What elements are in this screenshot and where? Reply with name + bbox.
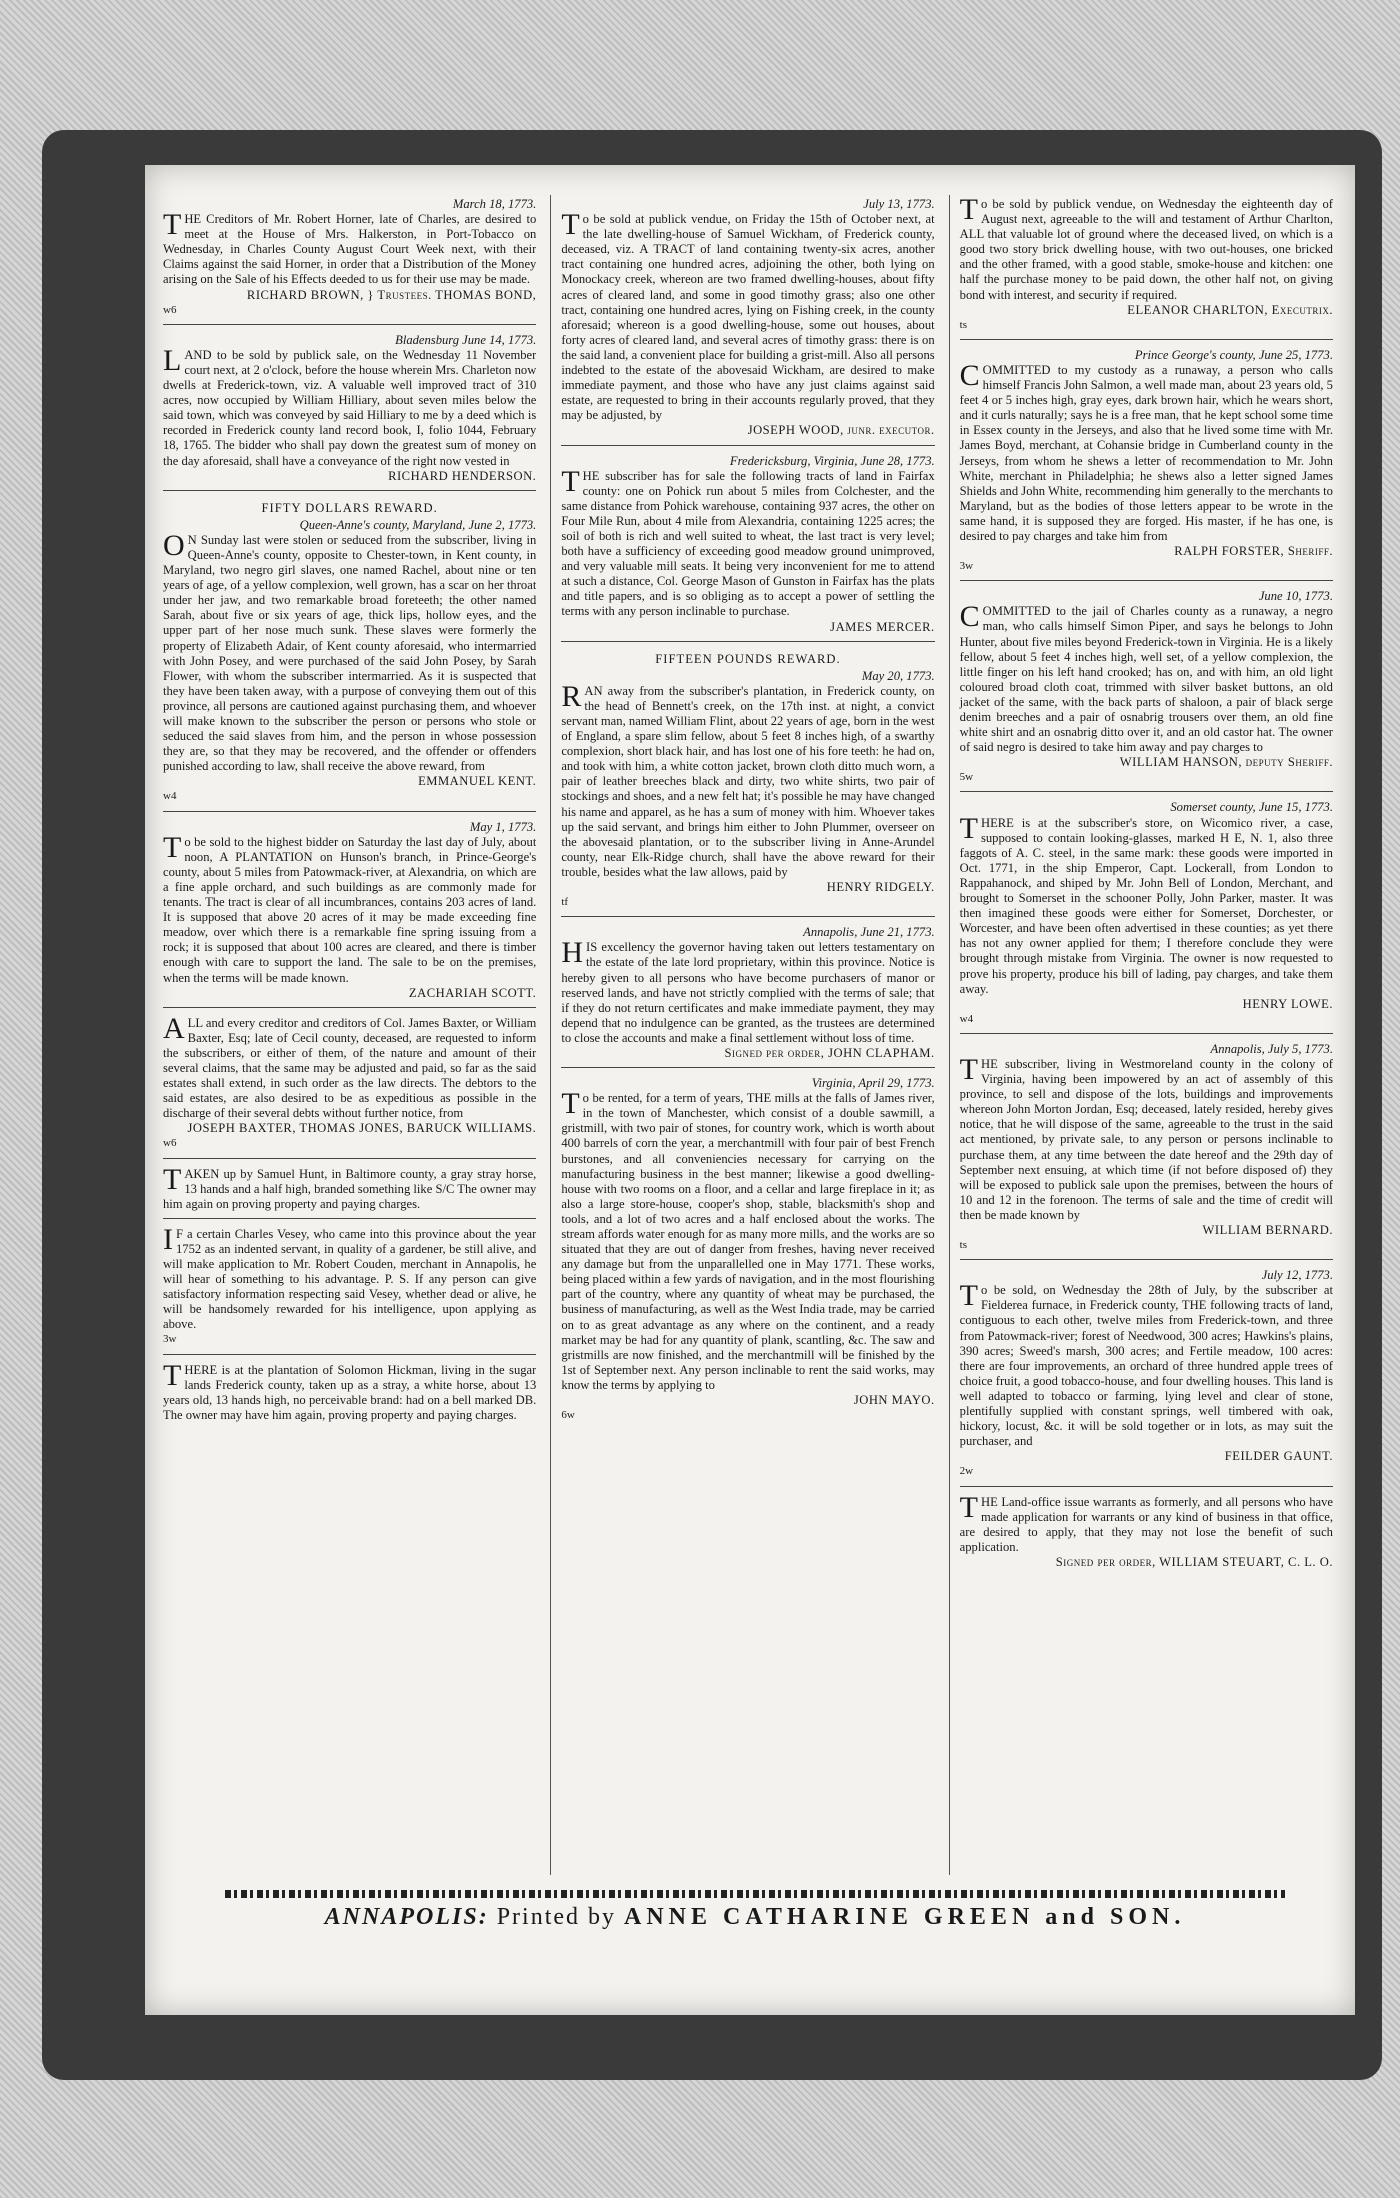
ad-signature: HENRY LOWE. [1242, 996, 1333, 1011]
advertisement [561, 648, 934, 918]
advertisement [960, 587, 1333, 792]
ad-heading: FIFTEEN POUNDS REWARD. [655, 651, 841, 666]
imprint-line [205, 1904, 1305, 1931]
ad-mark: ts [959, 318, 967, 331]
ad-signature: RALPH FORSTER, Sheriff. [1174, 544, 1333, 559]
ad-text: THE Land-office issue warrants as formerly, and all persons who have made application for warrants or any kind of business in that office, are desired to apply, that they may not lose the benefit of such application. [959, 1490, 1333, 1554]
ad-dateline: Bladensburg June 14, 1773. [395, 332, 537, 347]
ad-text: To be sold, on Wednesday the 28th of July, by the subscriber at Fielderea furnace, in Frederick county, THE following tracts of land, contiguous to each other, twelve miles from Frederick-town, and three from Patowmack-river; forest of Needwood, 300 acres; Hawkins's plains, 390 acres; Sweed's marsh, 300 acres; and Fertile meadow, 100 acres: there are four improvements, an orchard of three hundred apple trees of choice fruit, a good tobacco-house, and four dwelling houses. This land is well adapted to tobacco or farming, lying level and clear of stone, plentifully supplied with constant springs, well timbered with oak, hickory, locust, &c. it will be sold together or in lots, as may suit the purchaser, and [959, 1279, 1333, 1449]
ad-dateline: Somerset county, June 15, 1773. [1170, 800, 1333, 815]
ad-signature: JOHN MAYO. [853, 1393, 935, 1408]
ad-mark: 6w [561, 1409, 575, 1422]
ad-mark: 5w [959, 771, 974, 784]
advertisement [163, 331, 536, 491]
printer-name: ANNE CATHARINE GREEN and SON. [624, 1904, 1186, 1930]
ad-text: To be sold by publick vendue, on Wednesday the eighteenth day of August next, agreeable to the will and testament of Arthur Charlton, ALL that valuable lot of ground where the deceased lived, on which is a good two story brick dwelling house, with two out-houses, one bricked and the other framed, with a good stable, smoke-house and kitchen: one half the purchase money to be paid down, the other half not, on giving bond with interest, and security if required. [959, 195, 1333, 302]
ornamental-rule [225, 1890, 1285, 1898]
advertisement [959, 1490, 1333, 1576]
ad-dateline: Fredericksburg, Virginia, June 28, 1773. [729, 453, 935, 468]
ad-dateline: May 1, 1773. [469, 819, 537, 834]
ad-signature: WILLIAM BERNARD. [1202, 1223, 1333, 1237]
advertisement [960, 1266, 1333, 1486]
ad-dateline: Annapolis, July 5, 1773. [1210, 1041, 1333, 1056]
advertisement [163, 497, 536, 812]
ad-text: THE Creditors of Mr. Robert Horner, late of Charles, are desired to meet at the House of Mrs. Halkerston, in Port-Tobacco on Wednesday, in Charles County August Court Week next, with their Claims against the said Horner, in order that a Distribution of the Money arising on the Sale of his Effects deeded to us for their use may be made. [163, 208, 537, 287]
ad-signature: RICHARD HENDERSON. [388, 468, 537, 483]
ad-dateline: Annapolis, June 21, 1773. [803, 925, 935, 940]
newspaper-page [145, 165, 1355, 2015]
ad-dateline: March 18, 1773. [452, 197, 537, 211]
advertisement [561, 195, 934, 446]
imprint-text: Printed by [496, 1904, 617, 1930]
ad-signature: WILLIAM HANSON, deputy Sheriff. [1119, 755, 1333, 770]
ad-dateline: Prince George's county, June 25, 1773. [1134, 347, 1333, 362]
ad-dateline: July 13, 1773. [863, 197, 935, 211]
ad-text: To be rented, for a term of years, THE mills at the falls of James river, in the town of Manchester, which consist of a double sawmill, a gristmill, with two pair of stones, for country work, which is worth about 400 barrels of corn the year, a merchantmill with four pair of best French burstones, and all conveniencies necessary for carrying on the manufacturing business in the best manner; likewise a good dwelling-house with two rooms on a floor, and a cellar and large fireplace in it; as also a large store-house, cooper's shop, stable, blacksmith's shop and tools, and a lot of two acres and a half enclosed about the works. The stream affords water enough for as many more mills, and the works are so situated that they are out of danger from freshes, having never received any damage but from the unparallelled one in May 1771. These works, being placed within a few yards of navigation, and in the most flourishing part of the country, where any quantity of wheat may be purchased, the business of manufacturing, as well as the West India trade, may be carried on to as great advantage as any where on the continent, and a ready market may be had for any quantity of plank, scantling, &c. The saw and gristmills are now finished, and the merchantmill will be finished by the 1st of September next. Any person inclinable to rent the said works, may know the terms by applying to [561, 1087, 935, 1392]
ad-heading: FIFTY DOLLARS REWARD. [261, 500, 438, 515]
ad-text: COMMITTED to my custody as a runaway, a person who calls himself Francis John Salmon, a well made man, about 23 years old, 5 feet 4 or 5 inches high, gray eyes, dark brown hair, which he wears short, and it curls naturally; says he is a free man, that he kept school some time in Essex county in the Jerseys, and also that he lived some time with Mr. James Boyd, merchant, at Cohansie bridge in Cumberland county in the Jerseys, from whom he shews a letter of recommendation to Mr. John White, merchant in Philadelphia; he shews also a letter signed James Shields and John White, recommending him generally to the merchants to Maryland, but as the bodies of those letters appear to be wrote in the same hand, it is supposed they are forged. His master, if he has one, is desired to pay charges and take him from [959, 358, 1333, 543]
advertisement [561, 1074, 934, 1429]
advertisement [163, 1162, 537, 1219]
ad-text: THE subscriber, living in Westmoreland county in the colony of Virginia, having been impowered by an act of assembly of this province, to sell and dispose of the lots, buildings and improvements whereon John Morton Jordan, Esq; deceased, lately resided, hereby gives notice, that he will dispose of the same, agreeable to the trust in the said act mentioned, by private sale, to any person or persons inclinable to purchase them, at any time between the date hereof and the 29th day of September next ensuing, at which time (if not before disposed of) they will be exposed to publick sale upon the premises, between the hours of 10 and 12 in the forenoon. The terms of sale and the time of credit will then be made known by [959, 1052, 1333, 1222]
ad-text: ON Sunday last were stolen or seduced from the subscriber, living in Queen-Anne's county, opposite to Chester-town, in Kent county, in Maryland, two negro girl slaves, one named Rachel, about nine or ten years of age, of a yellow complexion, well grown, has a scar on her throat under her jaw, and two remarkable broad foreteeth; the other named Sarah, about five or six years of age, thick lips, hollow eyes, and the upper part of her nose much sunk. These slaves were formerly the property of Elizabeth Adair, of Kent county aforesaid, who intermarried with John Posey, and were purchased of the said John Posey, by Sarah Flower, with whom the subscriber intermarried. As it is suspected that they have been taken away, with a purpose of conveying them out of this province, all persons are cautioned against purchasing them, and whoever will make known to the subscriber the person or persons who stole or seduced the said slaves from him, and the person in whose possession they are, so that they may be recovered, and the offender or offenders punished according to law, shall receive the above reward, from [163, 528, 537, 774]
ad-dateline: June 10, 1773. [1258, 589, 1333, 604]
ad-dateline: July 12, 1773. [1261, 1268, 1333, 1283]
advertisement [163, 1358, 537, 1429]
column-1 [163, 195, 536, 1875]
ad-mark: ts [959, 1239, 967, 1252]
ad-text: LAND to be sold by publick sale, on the Wednesday 11 November court next, at 2 o'clock, before the house wherein Mrs. Charleton now dwells at Frederick-town, viz. A valuable well improved tract of 310 acres, now occupied by William Hilliary, about seven miles below the said town, which was conveyed by said Hilliary to me by a deed which is recorded in Frederick county land record book, I, folio 1044, February 18, 1765. The bidder who shall pay down the greatest sum of money on the day aforesaid, shall have a conveyance of the right now vested in [163, 343, 537, 468]
advertisement [960, 1040, 1333, 1260]
advertisement [561, 452, 934, 642]
ad-mark: w6 [163, 303, 177, 316]
ad-signature: FEILDER GAUNT. [1224, 1449, 1333, 1464]
advertisement [163, 818, 536, 1008]
columns [163, 195, 1333, 1875]
advertisement [163, 1222, 537, 1355]
ad-mark: w6 [163, 1137, 177, 1150]
ad-signature: JAMES MERCER. [830, 619, 935, 634]
ad-mark: 3w [163, 1333, 177, 1346]
advertisement [960, 798, 1333, 1033]
ad-text: HIS excellency the governor having taken out letters testamentary on the estate of the late lord proprietary, within this province. Notice is hereby given to all persons who have become purchasers of manor or reserved lands, and have not strictly complied with the terms of sale; that if they do not return certificates and make immediate payment, they may depend that no indulgence can be granted, as the trustees are determined to close the accounts and make a final settlement without loss of time. [561, 936, 935, 1045]
ad-signature: JOSEPH BAXTER, THOMAS JONES, BARUCK WILLIAMS. [187, 1121, 537, 1136]
ad-text: COMMITTED to the jail of Charles county as a runaway, a negro man, who calls himself Simon Piper, and says he belongs to John Hunter, about five miles beyond Frederick-town in Virginia. He is a likely fellow, about 5 feet 4 inches high, well set, of a yellow complexion, the little finger on his left hand crooked; has on, and with him, an old light coloured broad cloth coat, trimmed with silver basket buttons, an old jacket of the same, with the back parts of shaloon, a pair of black serge denim breeches and a pair of osnabrig trousers over them, an old fine white shirt and an osnabrig ditto over it, and an old castor hat. The owner of said negro is desired to take him away and pay charges to [959, 600, 1333, 755]
ad-text: THERE is at the plantation of Solomon Hickman, living in the sugar lands Frederick county, taken up as a stray, a white horse, about 13 years old, 13 hands high, no perceivable brand: had on a bell marked DB. The owner may have him again, proving property and paying charges. [163, 1358, 537, 1422]
ad-signature: ELEANOR CHARLTON, Executrix. [1127, 302, 1333, 317]
advertisement [960, 195, 1333, 340]
ad-mark: 3w [959, 560, 974, 573]
advertisement [163, 1011, 537, 1159]
ad-mark: tf [561, 896, 569, 909]
ad-text: To be sold to the highest bidder on Saturday the last day of July, about noon, A PLANTATION on Hunson's branch, in Prince-George's county, about 5 miles from Patowmack-river, at Alexandria, on which are a fine apple orchard, and such buildings as are commonly made for tenants. The tract is clear of all incumbrances, contains 203 acres of land. It is supposed that above 20 acres of it may be made exceeding fine meadow, over which there is a remarkable fine spring issuing from a rock; it is supposed that about 100 acres are cleared, and there is timber enough with care to support the land. The sale to be on the premises, when the terms will be made known. [163, 830, 537, 985]
ad-signature: Signed per order, JOHN CLAPHAM. [724, 1045, 935, 1060]
advertisement [561, 923, 934, 1068]
ad-text: TAKEN up by Samuel Hunt, in Baltimore county, a gray stray horse, 13 hands and a half high, branded something like S/C The owner may him again on proving property and paying charges. [163, 1162, 537, 1211]
column-2 [550, 195, 934, 1875]
ad-dateline: Virginia, April 29, 1773. [811, 1076, 935, 1091]
ad-text: To be sold at publick vendue, on Friday the 15th of October next, at the late dwelling-house of Samuel Wickham, of Frederick county, deceased, viz. A TRACT of land containing twenty-six acres, another tract containing one hundred acres, adjoining the other, both lying on Monockacy creek, whereon are two framed dwelling-houses, about fifty acres of cleared land, and some in good timothy grass; also one other tract, containing one hundred acres, lying on Fishing creek, in the county aforesaid; whereon is a good dwelling-house, some out houses, about forty acres of cleared land, and several acres of timothy grass: there is on the said land, a convenient place for building a grist-mill. Also all persons indebted to the estate of the abovesaid Wickham, are desired to make immediate payment, and those who have any just claims against said estate, are requested to bring in their accounts regularly proved, that they may be adjusted, by [561, 208, 935, 423]
ad-text: ALL and every creditor and creditors of Col. James Baxter, or William Baxter, Esq; late of Cecil county, deceased, are requested to inform the subscribers, or either of them, of the nature and amount of their several claims, that the same may be adjusted and paid, so far as the said estates shall extend, in such order as the law directs. The debtors to the said estates, are also desired to be as expeditious as possible in the discharge of their several debts without further notice, from [163, 1011, 537, 1121]
ad-text: THE subscriber has for sale the following tracts of land in Fairfax county: one on Pohick run about 5 miles from Colchester, and the same distance from Pohick warehouse, containing 937 acres, the other on Four Mile Run, about 4 mile from Alexandria, containing 1225 acres; the soil of both is rich and well suited to wheat, the last tract is very level; both have a sufficiency of exceeding good meadow ground unimproved, and very valuable mill seats. It being very inconvenient for me to attend at such a distance, Col. George Mason of Gunston in Fairfax has the plats and title papers, and is so obliging as to accept a power of settling the terms with any person inclinable to purchase. [561, 464, 935, 619]
ad-mark: w4 [163, 790, 177, 803]
ad-signature: JOSEPH WOOD, junr. executor. [747, 423, 935, 438]
ad-text: IF a certain Charles Vesey, who came into this province about the year 1752 as an indented servant, in quality of a gardener, be still alive, and will make application to Mr. Robert Couden, merchant in Annapolis, he will hear of something to his advantage. P. S. If any person can give satisfactory information respecting said Vesey, whether dead or alive, he will be handsomely rewarded for his intelligence, upon applying as above. [163, 1222, 537, 1332]
advertisement [960, 346, 1333, 581]
column-3 [949, 195, 1333, 1875]
ad-signature: HENRY RIDGELY. [826, 880, 935, 895]
ad-signature: ZACHARIAH SCOTT. [408, 985, 537, 1000]
ad-mark: w4 [959, 1012, 974, 1025]
ad-text: THERE is at the subscriber's store, on Wicomico river, a case, supposed to contain looking-glasses, marked H E, N. 1, also three faggots of A. C. steel, in the same mark: these goods were imported in Oct. 1771, in the ship Emperor, Capt. Lockerall, from London to Rappahanock, and shiped by Mr. John Bell of London, Merchant, and brought to Somerset in the schooner Polly, John Parker, master. It was then imagined these goods were either for Somerset, Dorchester, or Worcester, and have been often advertised in these counties; as yet there has not any owner applied for them; I therefore conclude they were brought through mistake from Virginia. The owner is now requested to prove his property, produce his bill of lading, pay charges, and take them away. [959, 811, 1333, 996]
ad-text: RAN away from the subscriber's plantation, in Frederick county, on the head of Bennett's creek, on the 17th inst. at night, a convict servant man, named William Flint, about 22 years of age, born in the west of England, a spare slim fellow, about 5 feet 8 inches high, of a swarthy complexion, short black hair, and has lost one of his fore teeth: he had on, and took with him, a white cotton jacket, brown cloth ditto much worn, a pair of leather breeches black and dirty, two white shirts, two pair of stockings and shoes, and a new felt hat; it's possible he may have changed his name and apparel, as he has a sum of money with him. Whoever takes up the said servant, and brings him either to John Plummer, overseer on the abovesaid plantation, or to the subscriber living in Anne-Arundel county, near Elk-Ridge church, shall have the above reward for their trouble, besides what the law allows, paid by [561, 679, 935, 879]
advertisement [163, 195, 536, 325]
imprint-city: ANNAPOLIS: [324, 1904, 489, 1930]
imprint-footer [205, 1890, 1305, 1950]
ad-signature: Signed per order, WILLIAM STEUART, C. L. O. [1055, 1554, 1333, 1569]
ad-dateline: Queen-Anne's county, Maryland, June 2, 1773. [299, 517, 537, 532]
ad-signature: RICHARD BROWN, } Trustees. THOMAS BOND, [246, 287, 537, 302]
ad-mark: 2w [959, 1465, 974, 1478]
ad-dateline: May 20, 1773. [861, 668, 935, 683]
ad-signature: EMMANUEL KENT. [418, 774, 537, 789]
